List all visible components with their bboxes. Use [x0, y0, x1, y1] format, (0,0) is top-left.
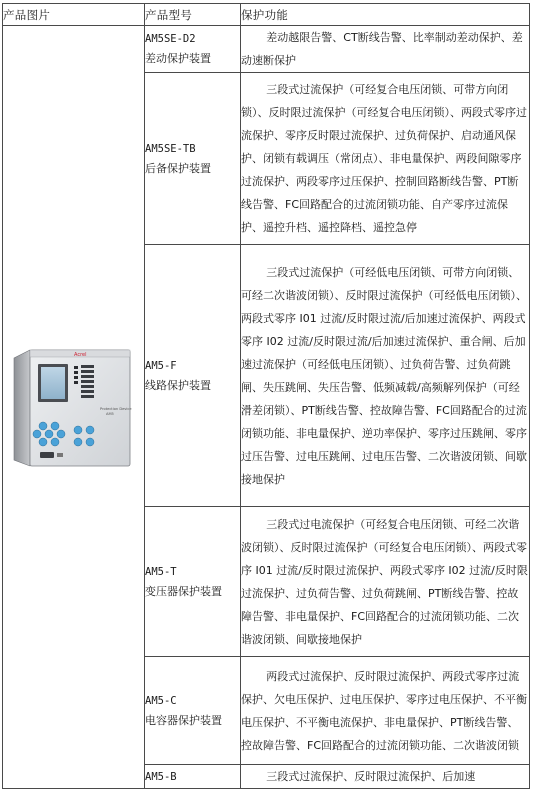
table-header-row [3, 4, 530, 26]
brand-text: Acrel [73, 352, 86, 358]
function-text: 三段式过流保护、反时限过流保护、后加速 [266, 770, 476, 783]
function-cell [241, 26, 530, 73]
header-product-model: 产品型号 [145, 4, 241, 26]
product-spec-table [2, 3, 530, 789]
model-code: AM5-T [145, 565, 177, 578]
function-cell [241, 507, 530, 657]
header-protection-function: 保护功能 [241, 4, 530, 26]
function-cell [241, 73, 530, 245]
model-code: AM5-C [145, 694, 177, 707]
function-cell [241, 245, 530, 507]
function-text: 两段式过流保护、反时限过流保护、两段式零序过流保护、欠电压保护、过电压保护、零序过电压保护、不平衡电压保护、不平衡电流保护、非电量保护、PT断线告警、控故障告警、FC回路配合的过流闭锁功能、二次谐波闭锁 [241, 669, 527, 752]
protection-device-illustration [10, 342, 138, 472]
function-text: 三段式过流保护（可经低电压闭锁、可带方向闭锁、可经二次谐波闭锁）、反时限过流保护（可经低电压闭锁）、两段式零序 I01 过流/反时限过流/后加速过流保护、两段式零序 I02 过流/反时限过流/后加速过流保护、重合闸、后加速过流保护（可经低电压闭锁）、过负荷告警、过负荷跳闸、失压跳闸、失压告警、低频减载/高频解列保护（可经滑差闭锁）、PT断线告警、控故障告警、FC回路配合的过流闭锁功能、非电量保护、逆功率保护、零序过压跳闸、零序过压告警、过电压跳闸、过电压告警、二次谐波闭锁、间歇接地保护 [241, 265, 527, 486]
model-cell [145, 245, 241, 507]
model-code: AM5SE-D2 [145, 33, 196, 45]
model-name: 线路保护装置 [145, 378, 211, 392]
model-code: AM5-B [145, 770, 177, 783]
model-name: 差动保护装置 [145, 52, 211, 65]
model-cell [145, 507, 241, 657]
device-image [10, 342, 138, 472]
model-cell [145, 657, 241, 765]
function-cell [241, 657, 530, 765]
function-cell [241, 765, 530, 789]
panel-sub: AM5 [105, 412, 114, 416]
product-image-cell [3, 26, 145, 789]
model-name: 后备保护装置 [145, 161, 211, 175]
model-cell [145, 73, 241, 245]
table-row [3, 26, 530, 73]
header-product-image: 产品图片 [3, 4, 145, 26]
function-text: 三段式过流保护（可经复合电压闭锁、可带方向闭锁）、反时限过流保护（可经复合电压闭锁）、两段式零序过流保护、零序反时限过流保护、过负荷保护、启动通风保护、闭锁有载调压（常闭点）、非电量保护、两段间隙零序过流保护、两段零序过压保护、控制回路断线告警、PT断线告警、FC回路配合的过流闭锁功能、自产零序过流保护、遥控升档、遥控降档、遥控急停 [241, 83, 527, 234]
model-cell [145, 26, 241, 73]
panel-title: Protection Device [99, 407, 132, 411]
function-text: 差动越限告警、CT断线告警、比率制动差动保护、差动速断保护 [241, 31, 523, 67]
function-text: 三段式过电流保护（可经复合电压闭锁、可经二次谐波闭锁）、反时限过流保护（可经复合电压闭锁）、两段式零序 I01 过流/反时限过流保护、两段式零序 I02 过流/反时限过流保护、过负荷告警、过负荷跳闸、PT断线告警、控故障告警、非电量保护、FC回路配合的过流闭锁功能、二次谐波闭锁、间歇接地保护 [241, 517, 528, 646]
model-name: 电容器保护装置 [145, 713, 222, 727]
model-code: AM5-F [145, 359, 177, 372]
model-name: 变压器保护装置 [145, 584, 222, 598]
model-cell [145, 765, 241, 789]
model-code: AM5SE-TB [145, 142, 196, 155]
